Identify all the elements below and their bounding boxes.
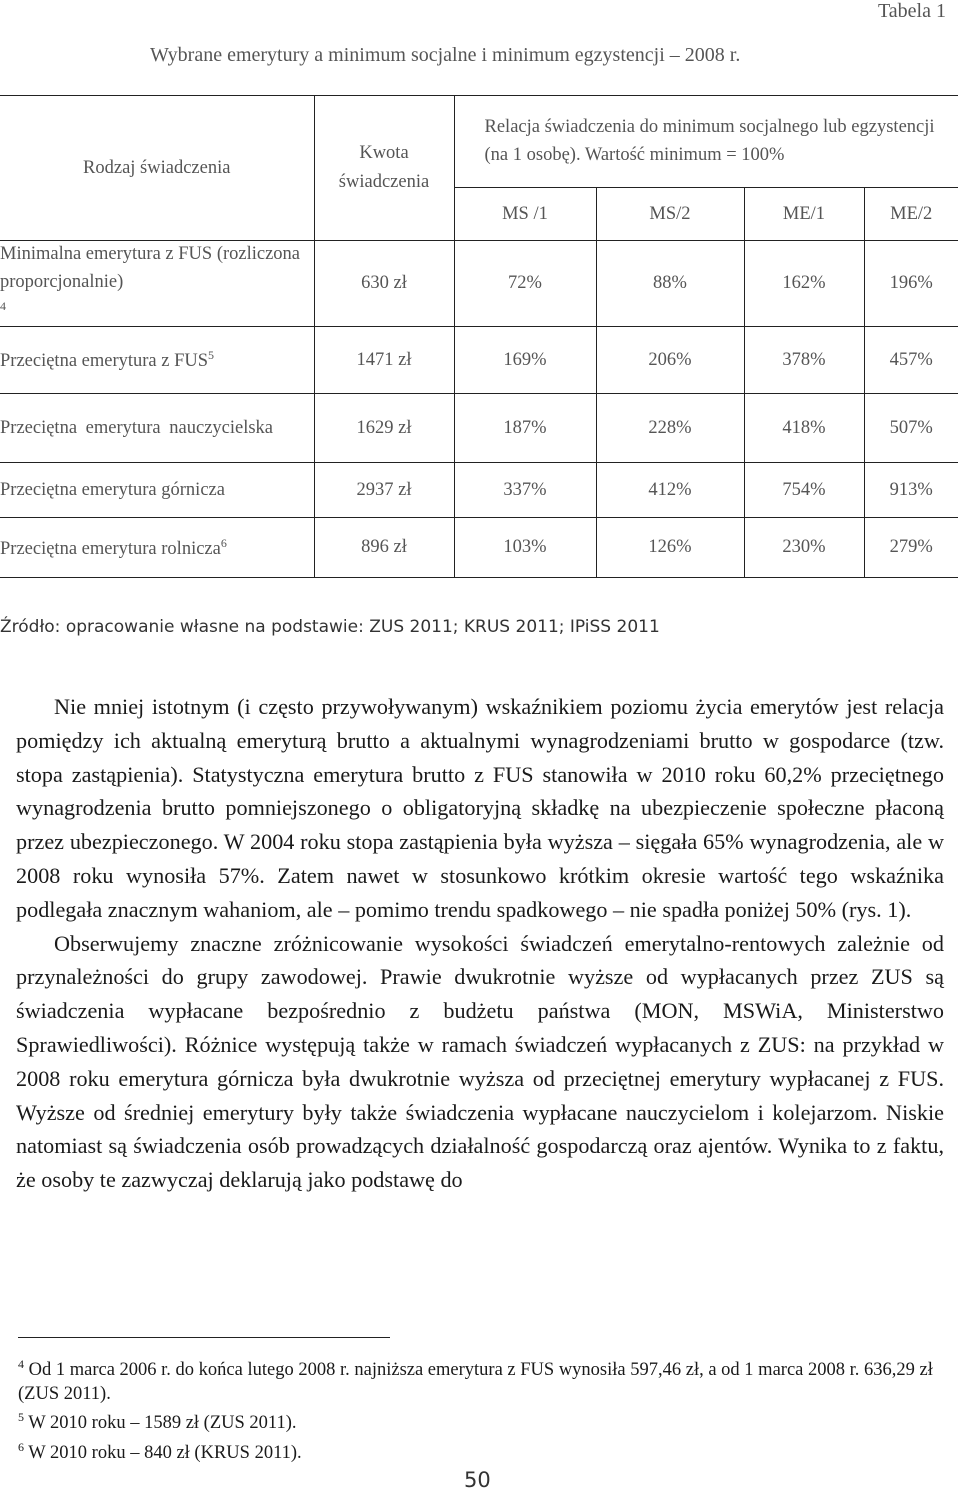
row-value: 72%	[454, 241, 596, 327]
table-row	[0, 394, 958, 463]
footnote-ref: 5	[208, 348, 215, 363]
footnote-text: W 2010 roku – 1589 zł (ZUS 2011).	[28, 1413, 297, 1434]
row-value: 378%	[744, 327, 864, 394]
footnote-divider	[18, 1337, 390, 1338]
subheader-me2: ME/2	[864, 188, 958, 241]
table-row	[0, 463, 958, 518]
row-amount: 1629 zł	[314, 394, 454, 463]
row-label-text: Przeciętna emerytura nauczycielska	[0, 417, 274, 438]
row-value: 126%	[596, 518, 744, 578]
footnote-number: 5	[18, 1410, 24, 1425]
row-value: 337%	[454, 463, 596, 518]
row-label-text: Przeciętna emerytura rolnicza	[0, 538, 221, 559]
row-value: 187%	[454, 394, 596, 463]
header-relation: Relacja świadczenia do minimum socjalnego lub egzystencji (na 1 osobę). Wartość minimum = 100%	[454, 96, 958, 188]
row-value: 507%	[864, 394, 958, 463]
paragraph: Nie mniej istotnym (i często przywoływanym) wskaźnikiem poziomu życia emerytów jest relacja pomiędzy ich aktualną emeryturą brutto a aktualnymi wynagrodzeniami brutto w gospodarce (tzw. stopa zastąpienia). Statystyczna emerytura brutto z FUS stanowiła w 2010 roku 60,2% przeciętnego wynagrodzenia brutto pomniejszonego o obligatoryjną składkę na ubezpieczenie społeczne płaconą przez ubezpieczonego. W 2004 roku stopa zastąpienia była wyższa – sięgała 65% wynagrodzenia, ale w 2008 roku wynosiła 57%. Zatem nawet w stosunkowo krótkim okresie wartość tego wskaźnika podlegała znacznym wahaniom, ale – pomimo trendu spadkowego – nie spadła poniżej 50% (rys. 1).	[16, 694, 944, 922]
pension-table	[0, 95, 958, 578]
table-label: Tabela 1	[877, 0, 946, 22]
header-amount-text: Kwota świadczenia	[338, 143, 430, 192]
row-value: 279%	[864, 518, 958, 578]
row-value: 162%	[744, 241, 864, 327]
row-value: 196%	[864, 241, 958, 327]
footnote-ref: 4	[0, 298, 6, 313]
footnote-number: 4	[18, 1357, 24, 1371]
table-header-row	[0, 96, 958, 188]
subheader-me1: ME/1	[744, 188, 864, 241]
row-amount: 1471 zł	[314, 327, 454, 394]
row-value: 412%	[596, 463, 744, 518]
footnote	[18, 1436, 944, 1466]
row-label	[0, 327, 314, 394]
footnote	[18, 1406, 944, 1436]
row-label-text: Przeciętna emerytura z FUS	[0, 351, 209, 372]
body-text	[16, 690, 944, 1197]
row-amount: 630 zł	[314, 241, 454, 327]
header-amount	[314, 96, 454, 241]
table-row	[0, 327, 958, 394]
page-number: 50	[464, 1468, 491, 1492]
row-label	[0, 518, 314, 578]
row-label	[0, 241, 314, 327]
row-value: 754%	[744, 463, 864, 518]
footnote-number: 6	[18, 1439, 24, 1454]
header-benefit-type: Rodzaj świadczenia	[0, 96, 314, 241]
footnotes	[18, 1353, 944, 1465]
table-row	[0, 241, 958, 327]
paragraph: Obserwujemy znaczne zróżnicowanie wysokości świadczeń emerytalno-rentowych zależnie od przynależności do grupy zawodowej. Prawie dwukrotnie wyższe od wypłacanych przez ZUS są świadczenia wypłacane bezpośrednio z budżetu państwa (MON, MSWiA, Ministerstwo Sprawiedliwości). Różnice występują także w ramach świadczeń wypłacanych z ZUS: na przykład w 2008 roku emerytura górnicza była dwukrotnie wyższa od przeciętnej emerytury wypłacanej z FUS. Wyższe od średniej emerytury były także świadczenia wypłacane nauczycielom i kolejarzom. Niskie natomiast są świadczenia osób prowadzących działalność gospodarczą oraz ajentów. Wynika to z faktu, że osoby te zazwyczaj deklarują jako podstawę do	[16, 930, 944, 1193]
table-source: Źródło: opracowanie własne na podstawie: ZUS 2011; KRUS 2011; IPiSS 2011	[0, 617, 660, 637]
footnote-text: W 2010 roku – 840 zł (KRUS 2011).	[28, 1442, 302, 1463]
row-value: 418%	[744, 394, 864, 463]
table-row	[0, 518, 958, 578]
row-label	[0, 394, 314, 463]
row-value: 230%	[744, 518, 864, 578]
row-value: 228%	[596, 394, 744, 463]
row-amount: 2937 zł	[314, 463, 454, 518]
subheader-ms2: MS/2	[596, 188, 744, 241]
footnote	[18, 1353, 944, 1406]
row-value: 206%	[596, 327, 744, 394]
row-value: 103%	[454, 518, 596, 578]
table-title: Wybrane emerytury a minimum socjalne i minimum egzystencji – 2008 r.	[150, 44, 741, 66]
footnote-text: Od 1 marca 2006 r. do końca lutego 2008 r. najniższa emerytura z FUS wynosiła 597,46 zł, a od 1 marca 2008 r. 636,29 zł (ZUS 2011).	[18, 1360, 933, 1404]
row-value: 913%	[864, 463, 958, 518]
row-amount: 896 zł	[314, 518, 454, 578]
subheader-ms1: MS /1	[454, 188, 596, 241]
footnote-ref: 6	[220, 535, 227, 550]
row-label-text: Minimalna emerytura z FUS (rozliczona proporcjonalnie)	[0, 244, 301, 292]
row-label: Przeciętna emerytura górnicza	[0, 463, 314, 518]
row-value: 169%	[454, 327, 596, 394]
row-value: 457%	[864, 327, 958, 394]
row-value: 88%	[596, 241, 744, 327]
